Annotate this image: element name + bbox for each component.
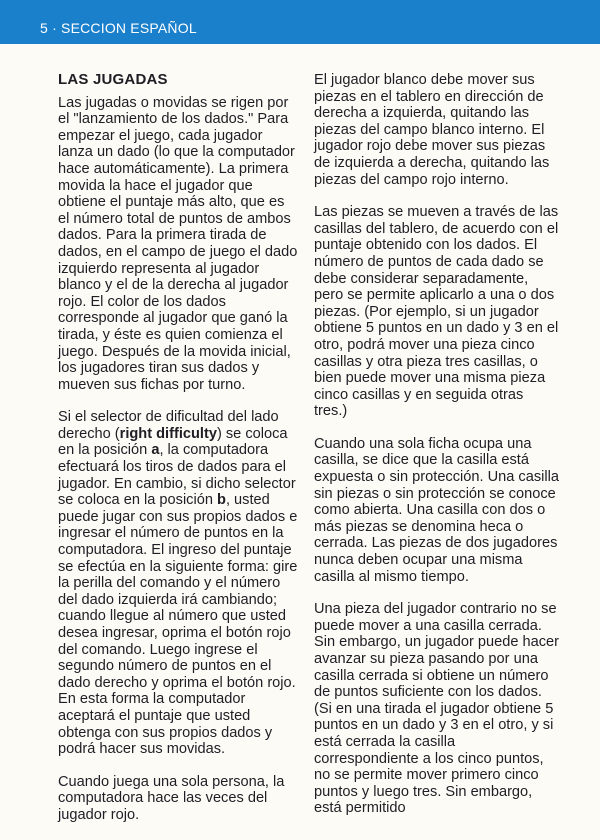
paragraph-single-player: Cuando juega una sola persona, la computadora hace las veces del jugador rojo. xyxy=(58,773,285,823)
right-column xyxy=(314,72,560,833)
paragraph-piece-movement: Las piezas se mueven a través de las casillas del tablero, de acuerdo con el puntaje obtenido con los dados. El número de puntos de cada dado se debe considerar separadamente, pero se permite aplicarlo a una o dos piezas. (Por ejemplo, si un jugador obtiene 5 puntos en un dado y 3 en el otro, podrá mover una pieza cinco casillas y otra pieza tres casillas, o bien puede mover una misma pieza cinco casillas y en seguida otras tres.) xyxy=(314,204,559,420)
header-band xyxy=(0,0,600,44)
section-header-label: 5 · SECCION ESPAÑOL xyxy=(40,20,197,36)
text-run: ) se coloca en la posición xyxy=(58,425,288,459)
left-column xyxy=(58,72,298,840)
section-heading: LAS JUGADAS xyxy=(58,71,168,88)
text-run: Si el selector de dificultad del lado derecho ( xyxy=(58,409,279,442)
keyword-position-b: b xyxy=(217,492,226,509)
paragraph-difficulty-selector xyxy=(58,409,298,757)
paragraph-jugadas-intro: Las jugadas o movidas se rigen por el "lanzamiento de los dados." Para empezar el juego, cada jugador lanza un dado (lo que la computador hace automáticamente). La primera movida la hace el jugador que obtiene el puntaje más alto, que es el número total de puntos de ambos dados. Para la primera tirada de dados, en el campo de juego el dado izquierdo representa al jugador blanco y el de la derecha al jugador rojo. El color de los dados corresponde al jugador que ganó la tirada, y éste es quien comienza el juego. Después de la movida inicial, los jugadores tiran sus dados y mueven sus fichas por turno. xyxy=(58,94,298,393)
paragraph-move-direction: El jugador blanco debe mover sus piezas en el tablero en dirección de derecha a izquierda, quitando las piezas del campo blanco interno. El jugador rojo debe mover sus piezas de izquierda a derecha, quitando las piezas del campo rojo interno. xyxy=(314,72,550,188)
paragraph-open-closed-points: Cuando una sola ficha ocupa una casilla, se dice que la casilla está expuesta o sin protección. Una casilla sin piezas o sin protección se conoce como abierta. Una casilla con dos o más piezas se denomina heca o cerrada. Las piezas de dos jugadores nunca deben ocupar una misma casilla al mismo tiempo. xyxy=(314,435,559,585)
text-run: , la computadora efectuará los tiros de dados para el jugador. En cambio, si dicho selector se coloca en la posición xyxy=(58,442,296,509)
keyword-right-difficulty: right difficulty xyxy=(119,425,217,442)
text-run: , usted puede jugar con sus propios dados e ingresar el número de puntos en la computadora. El ingreso del puntaje se efectúa en la siguiente forma: gire la perilla del comando y el número del dado izquierda irá cambiando; cuando llegue al número que usted desea ingresar, oprima el botón rojo del comando. Luego ingrese el segundo número de puntos en el dado derecho y oprima el botón rojo. En esta forma la computador aceptará el puntaje que usted obtenga con sus propios dados y podrá hacer sus movidas. xyxy=(58,492,298,758)
paragraph-closed-point-rules: Una pieza del jugador contrario no se puede mover a una casilla cerrada. Sin embargo, un jugador puede hacer avanzar su pieza pasando por una casilla cerrada si obtiene un número de puntos suficiente con los dados. (Si en una tirada el jugador obtiene 5 puntos en un dado y 3 en el otro, y si está cerrada la casilla correspondiente a los cinco puntos, no se permite mover primero cinco puntos y luego tres. Sin embargo, está permitido xyxy=(314,601,560,817)
keyword-position-a: a xyxy=(151,442,160,459)
